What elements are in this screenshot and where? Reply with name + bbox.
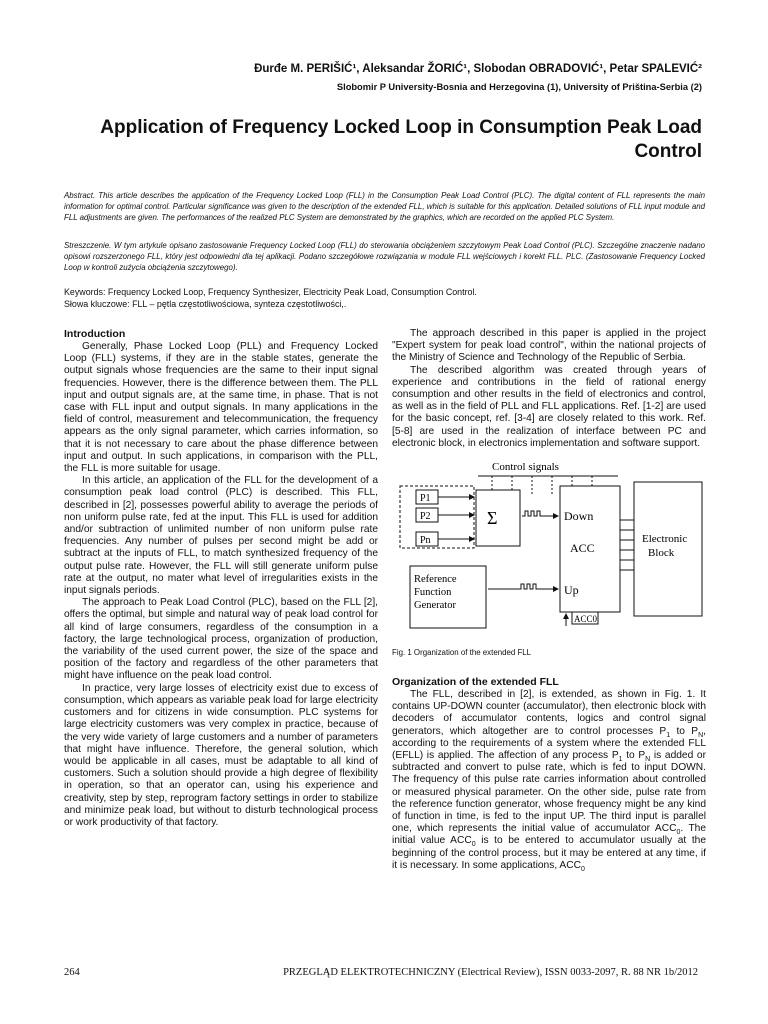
- right-paragraph-1: The approach described in this paper is applied in the project "Expert system for peak load control", within the national projects of the Ministry of Science and Technology of the Republic of Serbia.: [392, 328, 706, 364]
- up-input-label: Up: [564, 583, 579, 598]
- down-pulse-train: [522, 511, 550, 516]
- section-heading-introduction: Introduction: [64, 328, 126, 340]
- generator-label: Generator: [414, 600, 456, 612]
- page-number: 264: [64, 967, 80, 978]
- summing-block: [476, 490, 520, 546]
- right-paragraph-2: The described algorithm was created through years of experience and contributions in the field of rational energy consumption and other results in the field of electronics and control, as well as in the field of PLL and FLL applications. Ref. [1-2] are used for the basic concept, ref. [3-4] are closely related to this work. Ref. [5-8] are used in the realization of interface between PC and electronic block, in electronics implementation and software support.: [392, 364, 706, 449]
- abstract-polish: Streszczenie. W tym artykule opisano zastosowanie Frequency Locked Loop (FLL) do sterowania obciążeniem szczytowym Peak Load Control (PLC). Szczególne znaczenie nadano opisowi rozszerzonego FLL, który jest odpowiedni dla tej aplikacji. Podano szczegółowe rozwiązania w module FLL wejściowych i korekt FLL. PLC. (Zastosowanie Frequency Locked Loop w kontroli zużycia obciążenia szczytowego).: [64, 241, 705, 272]
- paper-title: Application of Frequency Locked Loop in Consumption Peak Load Control: [100, 117, 702, 162]
- process-p2-label: P2: [420, 511, 431, 523]
- down-input-label: Down: [564, 509, 594, 524]
- process-pn-label: Pn: [420, 535, 431, 547]
- intro-paragraph-4: In practice, very large losses of electricity exist due to excess of consumption, which appears as variable peak load for large electricity customers and for citizens in wide consumption. PLC systems for large electricity customers was very complex in practice, because of the very wide variety of large customers and a number of parameters that might have influence. Therefore, the general solution, which would be applicable in all cases, must be adaptable to all kind of customers. Such a solution should provide a high degree of flexibility in operation, so that an operator can, using his experience and creativity, step by step, reprogram factory settings in order to stabilize and minimize peak load, but without to disturb technological process or work productivity of that factory.: [64, 682, 378, 828]
- figure-caption: Fig. 1 Organization of the extended FLL: [392, 648, 532, 658]
- function-label: Function: [414, 587, 452, 599]
- figure-1-diagram: [392, 456, 706, 646]
- organization-paragraph: The FLL, described in [2], is extended, as shown in Fig. 1. It contains UP-DOWN counter (accumulator), then electronic block with decoders of accumulator contents, logics and control signal generators, which altogether are to control processes $P_1$ to $P_N$, according to the requirements of a system where the extended FLL (EFLL) is applied. The affection of any process $P_1$ to $P_N$ is added or subtracted and convert to pulse rate, which is fed to input DOWN. The frequency of this pulse rate carries information about controlled or measured physical parameter. On the other side, pulse rate from the reference function generator, whose frequency might be any kind of function in time, is fed to the input UP. The third input is parallel one, which represents the initial value of accumulator $ACC_0$. The initial value $ACC_0$ is to be entered to accumulator usually at the beginning of the control process, but it may be entered at any time, if it is necessary. In some applications, $ACC_0$: [392, 689, 707, 873]
- intro-paragraph-1: Generally, Phase Locked Loop (PLL) and Frequency Locked Loop (FLL) systems, if they are in the stable states, generate the output signals whose frequencies are the same to their input signal frequencies. However, there is the difference between them. The PLL input and output signals are, at the same time, in phase. That is not case with FLL input and output signals. In many applications in the field of control, measurement and telecommunication, the frequency appears as the only signal parameter, which carries information, so that it is not necessary to care about the phase difference between input and output. In such applications, in comparison with the PLL, the FLL is more suitable for usage.: [64, 341, 378, 475]
- up-pulse-train: [488, 584, 548, 589]
- intro-paragraph-3: The approach to Peak Load Control (PLC), based on the FLL [2], offers the optimal, but simple and natural way of peak load control for all kind of large consumers, regardless of the consumption in a factory, the large technological process, organization of production, the variability of the used current power, the size of the space and position of the factory and regardless of the other parameters that might have influence on the peak load control.: [64, 597, 378, 682]
- section-heading-organization: Organization of the extended FLL: [392, 676, 559, 689]
- control-signals-label: Control signals: [492, 461, 559, 474]
- right-column: [392, 328, 706, 872]
- intro-paragraph-2: In this article, an application of the FLL for the development of a consumption peak load control (PLC) is described. This FLL, described in [2], possesses powerful ability to average the periods of non uniform pulse rate, fed at the input. This FLL is used for addition and/or subtraction of unlimited number of non uniform pulse rate frequencies. Any number of pulses per second might be add or subtract at the inputs of FLL, to match synthesized frequency of the output pulse rate. However, the FLL will still generate uniform pulse rate at the output, no mater what level of irregularities exists in the input signals periods.: [64, 475, 378, 597]
- keywords-english: Keywords: Frequency Locked Loop, Frequency Synthesizer, Electricity Peak Load, Consumption Control.: [64, 287, 477, 297]
- authors: Đurđe M. PERIŠIĆ¹, Aleksandar ŽORIĆ¹, Slobodan OBRADOVIĆ¹, Petar SPALEVIĆ²: [254, 63, 702, 75]
- process-p1-label: P1: [420, 493, 431, 505]
- abstract-english: Abstract. This article describes the application of the Frequency Locked Loop (FLL) in the Consumption Peak Load Control (PLC). The digital content of FLL represents the main information for optimal control. Particular significance was given to the description of the extended FLL, which is suitable for this application. Detailed solutions of FLL input module and FLL adjustments are given. The performances of the realized PLC System are demonstrated by the graphics, which are recorded on the applied PLC System.: [64, 191, 705, 222]
- left-column: [64, 328, 378, 829]
- sigma-symbol: Σ: [487, 508, 498, 529]
- keywords-polish: Słowa kluczowe: FLL – pętla częstotliwościowa, synteza częstotliwości,.: [64, 299, 347, 309]
- acc0-label: ACC0: [574, 614, 598, 625]
- block-label: Block: [648, 547, 675, 560]
- acc-label: ACC: [570, 541, 595, 556]
- reference-label: Reference: [414, 574, 457, 586]
- electronic-label: Electronic: [642, 533, 688, 546]
- journal-footer: PRZEGLĄD ELEKTROTECHNICZNY (Electrical Review), ISSN 0033-2097, R. 88 NR 1b/2012: [283, 967, 698, 978]
- affiliation: Slobomir P University-Bosnia and Herzegovina (1), University of Priština-Serbia (2): [336, 82, 702, 92]
